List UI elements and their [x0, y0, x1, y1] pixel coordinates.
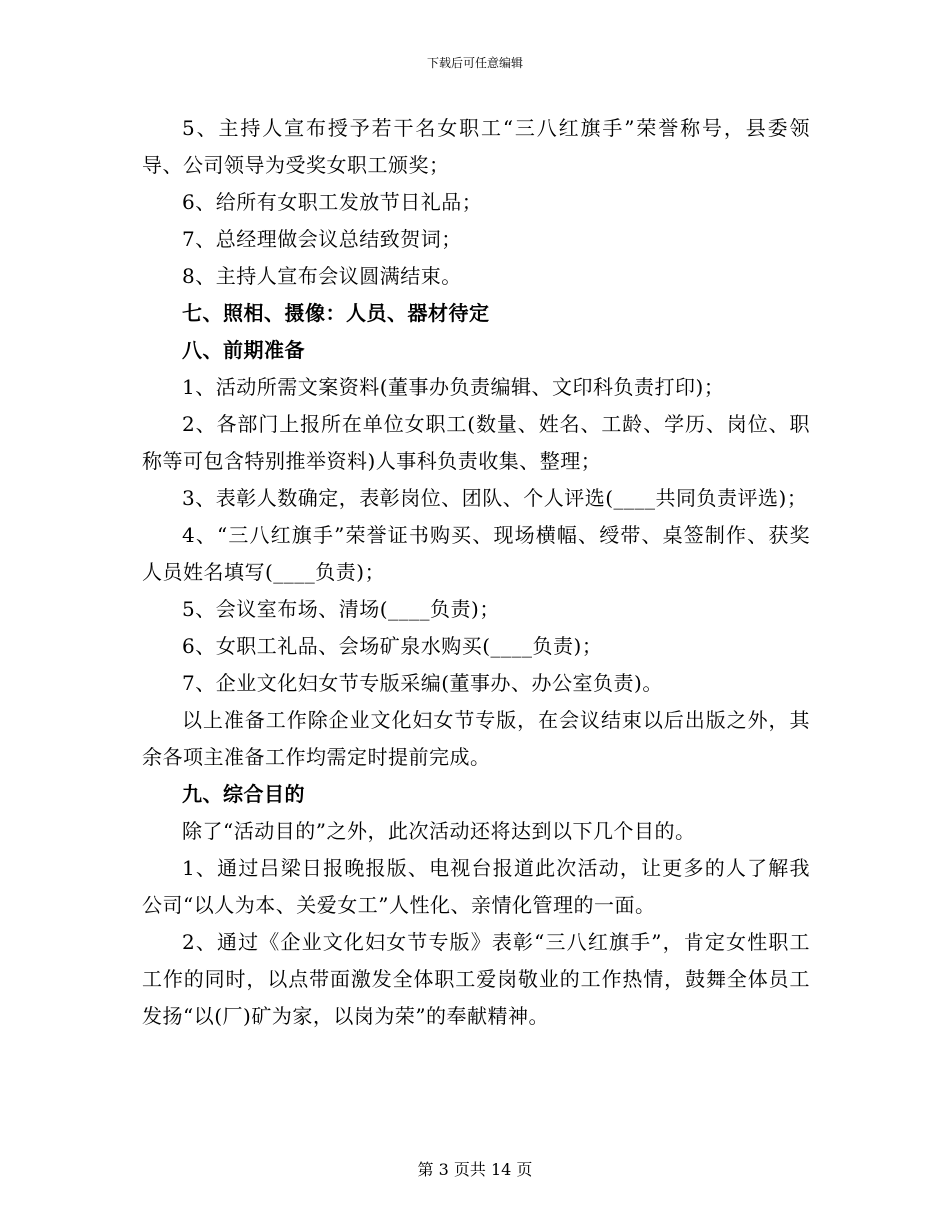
- section-heading-goals: 九、综合目的: [182, 782, 305, 806]
- header-note: 下载后可任意编辑: [426, 56, 523, 70]
- section-heading-photo: 七、照相、摄像：人员、器材待定: [182, 301, 490, 325]
- paragraph-gifts: 6、给所有女职工发放节日礼品；: [182, 190, 483, 214]
- paragraph-goal-2: 2、通过《企业文化妇女节专版》表彰“三八红旗手”，肯定女性职工工作的同时，以点带面激发全体职工爱岗敬业的工作热情，鼓舞全体员工发扬“以(厂)矿为家，以岗为荣”的奉献精神。: [142, 930, 810, 1028]
- paragraph-prep-6: 6、女职工礼品、会场矿泉水购买(____负责)；: [182, 634, 603, 658]
- section-heading-preparation: 八、前期准备: [182, 338, 305, 362]
- document-body: [142, 110, 810, 1035]
- paragraph-summary-speech: 7、总经理做会议总结致贺词；: [182, 227, 462, 251]
- paragraph-prep-note: 以上准备工作除企业文化妇女节专版，在会议结束以后出版之外，其余各项主准备工作均需定时提前完成。: [142, 708, 810, 769]
- paragraph-prep-3: 3、表彰人数确定，表彰岗位、团队、个人评选(____共同负责评选)；: [182, 486, 808, 510]
- paragraph-goals-intro: 除了“活动目的”之外，此次活动还将达到以下几个目的。: [182, 819, 696, 843]
- paragraph-goal-1: 1、通过吕梁日报晚报版、电视台报道此次活动，让更多的人了解我公司“以人为本、关爱女工”人性化、亲情化管理的一面。: [142, 856, 810, 917]
- paragraph-meeting-end: 8、主持人宣布会议圆满结束。: [182, 264, 462, 288]
- paragraph-prep-5: 5、会议室布场、清场(____负责)；: [182, 597, 500, 621]
- paragraph-award-ceremony: 5、主持人宣布授予若干名女职工“三八红旗手”荣誉称号，县委领导、公司领导为受奖女职工颁奖；: [142, 116, 810, 177]
- paragraph-prep-7: 7、企业文化妇女节专版采编(董事办、办公室负责)。: [182, 671, 663, 695]
- paragraph-prep-4: 4、“三八红旗手”荣誉证书购买、现场横幅、绶带、桌签制作、获奖人员姓名填写(____负责)；: [142, 523, 810, 584]
- page-number: 第 3 页共 14 页: [417, 1160, 533, 1179]
- paragraph-prep-1: 1、活动所需文案资料(董事办负责编辑、文印科负责打印)；: [182, 375, 725, 399]
- paragraph-prep-2: 2、各部门上报所在单位女职工(数量、姓名、工龄、学历、岗位、职称等可包含特别推举资料)人事科负责收集、整理；: [142, 412, 810, 473]
